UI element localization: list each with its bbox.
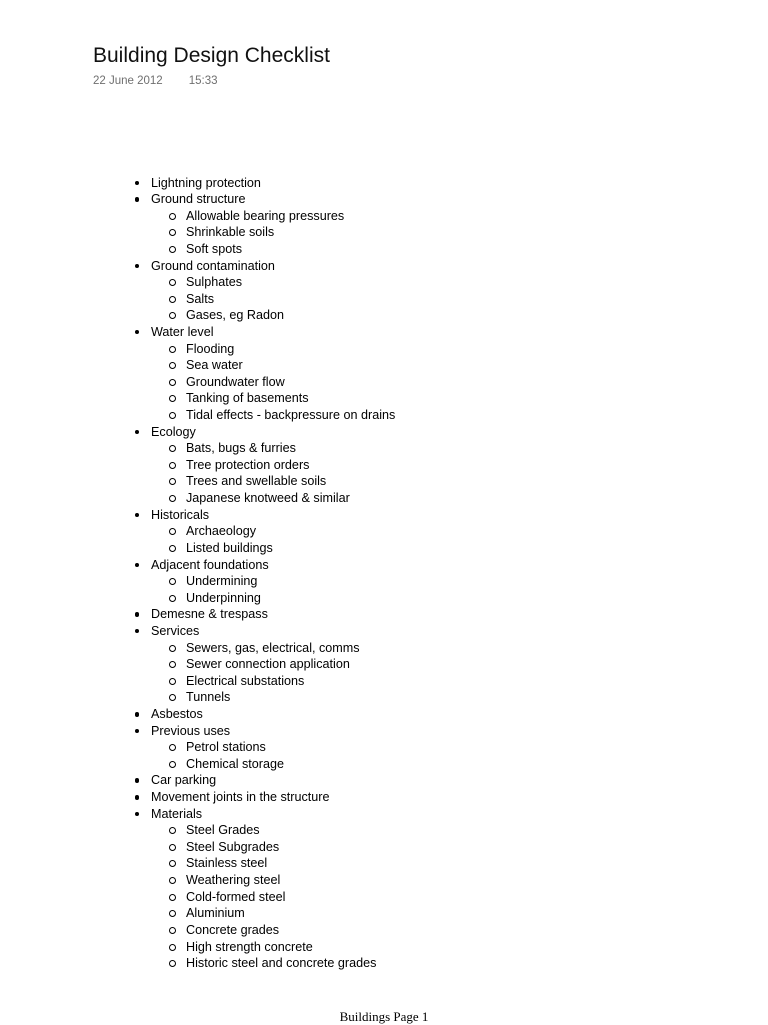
checklist-item-row [0, 258, 395, 275]
bullet-circle-icon [169, 312, 176, 319]
page-title: Building Design Checklist [93, 44, 330, 67]
checklist-item-label: Water level [151, 324, 214, 339]
checklist-subitem [0, 374, 395, 391]
checklist-item-label: Materials [151, 806, 203, 821]
checklist-subitem-label: Sewer connection application [186, 657, 350, 672]
checklist-subitem-label: Underpinning [186, 590, 261, 605]
page-time: 15:33 [188, 75, 218, 87]
bullet-circle-icon [169, 678, 176, 685]
checklist-subitem-row [0, 939, 395, 956]
bullet-circle-icon [169, 229, 176, 236]
checklist-subitem-label: Weathering steel [186, 873, 281, 888]
bullet-circle-icon [169, 395, 176, 402]
bullet-disc-icon [135, 629, 140, 634]
checklist-subitem [0, 939, 395, 956]
checklist-subitem [0, 839, 395, 856]
checklist-subitem [0, 241, 395, 258]
checklist-subitem-label: Trees and swellable soils [186, 474, 327, 489]
bullet-circle-icon [169, 694, 176, 701]
checklist-item-row [0, 606, 395, 623]
checklist-subitem [0, 689, 395, 706]
checklist-subitem-label: Undermining [186, 574, 258, 589]
checklist-subitem-label: Shrinkable soils [186, 225, 275, 240]
bullet-circle-icon [169, 279, 176, 286]
checklist-subitem [0, 822, 395, 839]
checklist-subitem-row [0, 374, 395, 391]
checklist-subitem [0, 390, 395, 407]
checklist-subitem-label: Cold-formed steel [186, 889, 286, 904]
checklist-subitem [0, 855, 395, 872]
checklist-item-row [0, 789, 395, 806]
checklist-sublist [0, 523, 395, 556]
bullet-disc-icon [135, 513, 140, 518]
checklist-item [0, 507, 395, 557]
checklist-item [0, 258, 395, 324]
bullet-disc-icon [135, 778, 140, 783]
checklist-subitem-row [0, 889, 395, 906]
bullet-circle-icon [169, 379, 176, 386]
checklist-subitem-row [0, 224, 395, 241]
checklist-subitem [0, 656, 395, 673]
checklist-item-row [0, 324, 395, 341]
checklist-subitem [0, 274, 395, 291]
checklist-subitem [0, 955, 395, 972]
checklist-subitem [0, 872, 395, 889]
checklist-subitem [0, 473, 395, 490]
checklist-subitem-row [0, 274, 395, 291]
checklist-subitem-row [0, 407, 395, 424]
checklist-item [0, 175, 395, 192]
checklist-subitem-row [0, 822, 395, 839]
page-metadata [93, 74, 217, 88]
bullet-circle-icon [169, 927, 176, 934]
bullet-disc-icon [135, 712, 140, 717]
checklist-subitem-label: Sea water [186, 358, 243, 373]
checklist-item-row [0, 806, 395, 823]
checklist-subitem-label: Gases, eg Radon [186, 308, 285, 323]
checklist-subitem [0, 739, 395, 756]
bullet-disc-icon [135, 729, 140, 734]
checklist-item-label: Historicals [151, 507, 210, 522]
bullet-disc-icon [135, 181, 140, 186]
bullet-circle-icon [169, 462, 176, 469]
bullet-circle-icon [169, 844, 176, 851]
bullet-circle-icon [169, 661, 176, 668]
checklist-subitem-row [0, 523, 395, 540]
checklist-item-label: Previous uses [151, 723, 231, 738]
checklist-subitem-label: Salts [186, 291, 214, 306]
checklist-item-row [0, 557, 395, 574]
checklist-item [0, 606, 395, 623]
checklist-item-row [0, 191, 395, 208]
checklist-subitem [0, 490, 395, 507]
checklist-subitem [0, 889, 395, 906]
checklist-subitem-row [0, 590, 395, 607]
bullet-circle-icon [169, 578, 176, 585]
checklist-sublist [0, 274, 395, 324]
checklist-subitem-label: Allowable bearing pressures [186, 208, 345, 223]
checklist-item [0, 557, 395, 607]
checklist-sublist [0, 573, 395, 606]
bullet-circle-icon [169, 346, 176, 353]
checklist-subitem-row [0, 872, 395, 889]
checklist-subitem-row [0, 573, 395, 590]
checklist-item [0, 723, 395, 773]
bullet-circle-icon [169, 744, 176, 751]
checklist-subitem-row [0, 673, 395, 690]
checklist-subitem-row [0, 241, 395, 258]
checklist-subitem-row [0, 640, 395, 657]
checklist-subitem [0, 590, 395, 607]
checklist-outline [0, 175, 395, 972]
checklist-subitem-label: Listed buildings [186, 540, 273, 555]
bullet-circle-icon [169, 827, 176, 834]
checklist-subitem-label: Bats, bugs & furries [186, 441, 296, 456]
checklist-item [0, 424, 395, 507]
checklist-subitem-label: Tidal effects - backpressure on drains [186, 408, 396, 423]
checklist-subitem [0, 673, 395, 690]
checklist-item-label: Adjacent foundations [151, 557, 269, 572]
bullet-disc-icon [135, 795, 140, 800]
checklist-sublist [0, 440, 395, 506]
checklist-subitem-label: Sulphates [186, 275, 243, 290]
checklist-item-label: Ground structure [151, 192, 246, 207]
checklist-subitem-row [0, 656, 395, 673]
bullet-circle-icon [169, 213, 176, 220]
checklist-item-label: Movement joints in the structure [151, 790, 330, 805]
checklist-subitem [0, 440, 395, 457]
checklist-subitem [0, 224, 395, 241]
checklist-subitem [0, 341, 395, 358]
bullet-circle-icon [169, 362, 176, 369]
checklist-subitem-label: Sewers, gas, electrical, comms [186, 640, 360, 655]
checklist-item-label: Car parking [151, 773, 217, 788]
bullet-circle-icon [169, 960, 176, 967]
bullet-disc-icon [135, 812, 140, 817]
bullet-circle-icon [169, 910, 176, 917]
checklist-item [0, 806, 395, 972]
bullet-circle-icon [169, 877, 176, 884]
checklist-subitem-row [0, 839, 395, 856]
checklist-subitem [0, 523, 395, 540]
checklist-item-row [0, 723, 395, 740]
checklist-subitem [0, 291, 395, 308]
checklist-subitem [0, 357, 395, 374]
checklist-sublist [0, 341, 395, 424]
bullet-circle-icon [169, 246, 176, 253]
checklist-subitem [0, 756, 395, 773]
bullet-circle-icon [169, 445, 176, 452]
checklist-subitem-label: Tunnels [186, 690, 231, 705]
checklist-subitem-label: Historic steel and concrete grades [186, 956, 377, 971]
checklist-subitem-row [0, 473, 395, 490]
checklist-subitem-row [0, 457, 395, 474]
bullet-circle-icon [169, 495, 176, 502]
checklist-item [0, 191, 395, 257]
checklist-subitem [0, 905, 395, 922]
checklist-subitem-label: Concrete grades [186, 922, 280, 937]
bullet-disc-icon [135, 197, 140, 202]
checklist-subitem-row [0, 922, 395, 939]
bullet-circle-icon [169, 894, 176, 901]
checklist-subitem-label: Tree protection orders [186, 457, 310, 472]
checklist-item-label: Demesne & trespass [151, 607, 268, 622]
checklist-subitem-label: Electrical substations [186, 673, 305, 688]
checklist-subitem-row [0, 291, 395, 308]
checklist-subitem-label: Aluminium [186, 906, 245, 921]
bullet-disc-icon [135, 330, 140, 335]
checklist-item-row [0, 507, 395, 524]
checklist-subitem-row [0, 756, 395, 773]
checklist-subitem-row [0, 739, 395, 756]
checklist-subitem-label: Steel Grades [186, 823, 260, 838]
checklist-sublist [0, 640, 395, 706]
checklist-item [0, 789, 395, 806]
bullet-circle-icon [169, 528, 176, 535]
checklist-item [0, 623, 395, 706]
checklist-sublist [0, 208, 395, 258]
checklist-subitem-label: Stainless steel [186, 856, 268, 871]
checklist-sublist [0, 822, 395, 971]
checklist-subitem-row [0, 341, 395, 358]
checklist-sublist [0, 739, 395, 772]
page-date: 22 June 2012 [93, 75, 163, 87]
checklist-subitem-label: Steel Subgrades [186, 839, 280, 854]
checklist-item-row [0, 623, 395, 640]
bullet-circle-icon [169, 412, 176, 419]
checklist-subitem-label: Petrol stations [186, 740, 266, 755]
checklist-subitem [0, 640, 395, 657]
checklist-subitem-row [0, 905, 395, 922]
bullet-circle-icon [169, 595, 176, 602]
page-footer: Buildings Page 1 [339, 1009, 429, 1024]
checklist-item [0, 706, 395, 723]
checklist-subitem-row [0, 490, 395, 507]
checklist-subitem [0, 407, 395, 424]
bullet-disc-icon [135, 563, 140, 568]
checklist-item-label: Ecology [151, 424, 196, 439]
bullet-disc-icon [135, 430, 140, 435]
checklist-subitem-row [0, 357, 395, 374]
bullet-circle-icon [169, 860, 176, 867]
checklist-subitem-label: Groundwater flow [186, 374, 285, 389]
checklist-subitem-label: Archaeology [186, 524, 257, 539]
checklist-subitem-row [0, 540, 395, 557]
checklist-subitem-row [0, 955, 395, 972]
checklist-item-row [0, 424, 395, 441]
checklist-subitem-row [0, 307, 395, 324]
checklist-item-label: Asbestos [151, 707, 203, 721]
checklist-subitem [0, 208, 395, 225]
checklist-subitem [0, 573, 395, 590]
checklist-subitem-label: Tanking of basements [186, 391, 309, 406]
checklist-subitem [0, 457, 395, 474]
bullet-disc-icon [135, 264, 140, 269]
bullet-disc-icon [135, 612, 140, 617]
checklist-item-row [0, 175, 395, 192]
bullet-circle-icon [169, 545, 176, 552]
checklist-subitem [0, 307, 395, 324]
checklist-item-row [0, 706, 395, 723]
checklist-item [0, 772, 395, 789]
checklist-subitem-label: Soft spots [186, 241, 243, 256]
checklist-item [0, 324, 395, 424]
bullet-circle-icon [169, 944, 176, 951]
checklist-subitem-row [0, 208, 395, 225]
checklist-item-label: Services [151, 623, 200, 638]
checklist-item-label: Lightning protection [151, 175, 261, 190]
bullet-circle-icon [169, 645, 176, 652]
checklist-subitem-label: High strength concrete [186, 939, 313, 954]
bullet-circle-icon [169, 296, 176, 303]
checklist-subitem-label: Flooding [186, 341, 235, 356]
checklist-subitem [0, 540, 395, 557]
checklist-subitem-label: Chemical storage [186, 756, 284, 771]
bullet-circle-icon [169, 761, 176, 768]
checklist-subitem-row [0, 855, 395, 872]
checklist-subitem-row [0, 689, 395, 706]
checklist-item-label: Ground contamination [151, 258, 275, 273]
bullet-circle-icon [169, 478, 176, 485]
checklist-subitem-row [0, 440, 395, 457]
checklist-item-row [0, 772, 395, 789]
checklist-subitem [0, 922, 395, 939]
checklist-subitem-row [0, 390, 395, 407]
checklist-subitem-label: Japanese knotweed & similar [186, 491, 350, 506]
